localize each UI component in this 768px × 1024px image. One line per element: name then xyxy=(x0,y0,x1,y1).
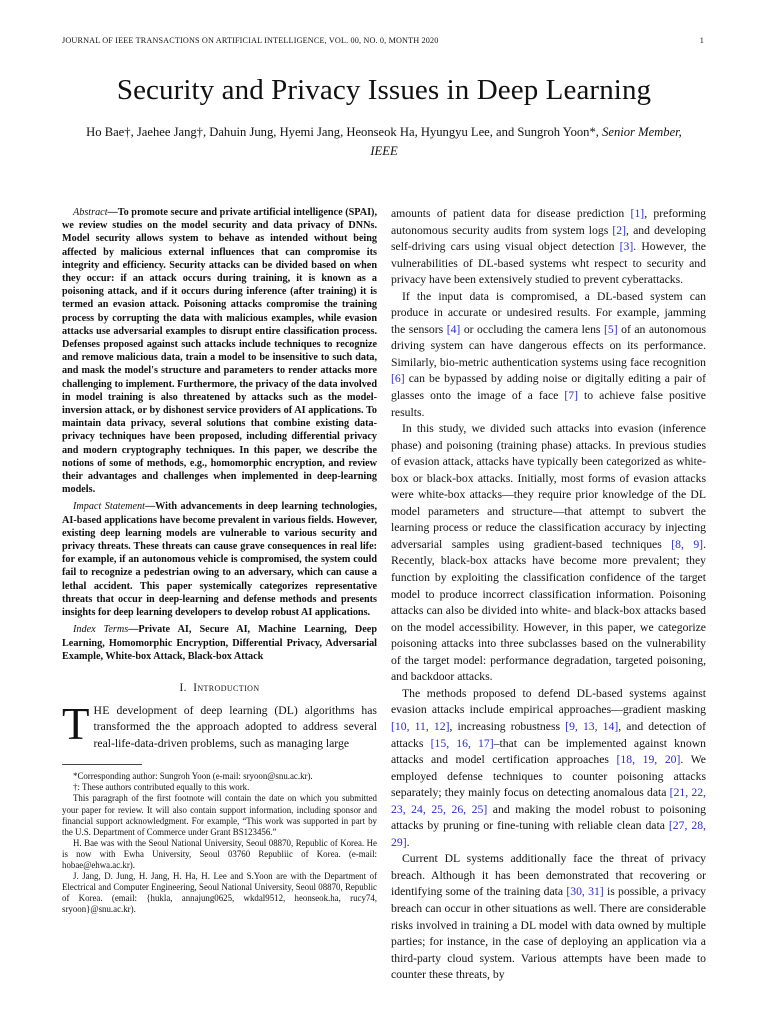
abstract xyxy=(62,206,377,496)
paragraph-text: In this study, we divided such attacks into evasion (inference phase) and poisoning (training phase) attacks. In previous studies of evasion attack, attacks have typically been categorized as white-box or black-box attacks. Initially, most forms of evasion attacks were white-box attacks—they require prior knowledge of the DL model parameters and structure—that attempt to subvert the learning process or reduce the classification accuracy by injecting adversarial samples using gradient-based techniques xyxy=(391,422,706,551)
footnote: *Corresponding author: Sungroh Yoon (e-mail: sryoon@snu.ac.kr). xyxy=(73,771,313,782)
author-membership: Senior Member, IEEE xyxy=(370,125,682,158)
citation-link[interactable]: [18, 19, 20] xyxy=(616,753,681,767)
citation-link[interactable]: [5] xyxy=(603,322,618,336)
impact-label: Impact Statement xyxy=(73,501,145,513)
footnote: H. Bae was with the Seoul National University, Seoul 08870, Republic of Korea. He is now with Ewha University, Seoul 03760 Republiic of Korea. (e-mail: hobae@ehwa.ac.kr). xyxy=(62,837,377,871)
body-paragraph xyxy=(391,206,706,289)
paragraph-text: The methods proposed to defend DL-based systems against evasion attacks include empirical approaches—gradient masking xyxy=(391,686,706,717)
section-title: Introduction xyxy=(193,681,260,694)
author-names: Ho Bae†, Jaehee Jang†, Dahuin Jung, Hyemi Jang, Heonseok Ha, Hyungyu Lee, and Sungroh Yoon*, xyxy=(86,125,599,139)
footnotes xyxy=(62,771,377,915)
citation-link[interactable]: [9, 13, 14] xyxy=(565,719,619,733)
paragraph-text: If the input data is compromised, a DL-based system can produce in accurate or undesired results. For example, jamming the sensors xyxy=(391,289,706,336)
journal-name: JOURNAL OF IEEE TRANSACTIONS ON ARTIFICIAL INTELLIGENCE, VOL. 00, NO. 0, MONTH 2020 xyxy=(62,36,439,45)
paragraph-text: of an autonomous driving system can have dangerous effects on its performance. Similarly, bio-metric authentication systems using face recognition xyxy=(391,322,706,369)
citation-link[interactable]: [2] xyxy=(612,223,627,237)
left-column xyxy=(62,206,377,916)
footnote: J. Jang, D. Jung, H. Jang, H. Ha, H. Lee and S.Yoon are with the Department of Electrical and Computer Engineering, Seoul National University, Seoul 08870, Republic of Korea. (email: {hukla, annajung0625, wkdal9512, heonseok.ha, rucy74, sryoon}@snu.ac.kr). xyxy=(62,871,377,915)
paragraph-text: , increasing robustness xyxy=(449,719,566,733)
paragraph-text: and making the model robust to poisoning attacks by pruning or fine-tuning with reliable clean data xyxy=(391,802,706,833)
body-paragraph xyxy=(391,851,706,983)
citation-link[interactable]: [3] xyxy=(619,240,634,254)
footnote-rule xyxy=(62,764,142,765)
intro-text: development of deep learning (DL) algorithms has transformed the the approach adopted to address several real-life-data-driven problems, such as managing large xyxy=(93,703,377,750)
drop-cap: T xyxy=(62,698,90,749)
impact-statement xyxy=(62,500,377,619)
paragraph-text: can be bypassed by adding noise or digitally editing a pair of glasses onto the image of a face xyxy=(391,372,706,403)
paragraph-text: . We employed defense techniques to counter poisoning attacks separately; they mainly focus on detecting anomalous data xyxy=(391,753,706,800)
impact-text: —With advancements in deep learning technologies, AI-based applications have become prevalent in various fields. However, existing deep learning models are vulnerable to various security and privacy threats. These threats can cause grave consequences in real life: for example, if an autonomous vehicle is compromised, the system could fail to recognize a pedestrian owing to an adversary, which can cause a lethal accident. This paper systemically categorizes representative threats that occur in deep-learning and defense methods and presents insights for deep learning developers to develop robust AI applications. xyxy=(62,501,377,619)
citation-link[interactable]: [10, 11, 12] xyxy=(391,719,450,733)
abstract-text: —To promote secure and private artificial intelligence (SPAI), we review studies on the model security and data privacy of DNNs. Model security allows system to behave as intended without being affected by malicious external influences that can compromise its integrity and efficiency. Security attacks can be divided based on when they occur: if an attack occurs during training, it is known as a poisoning attack, and if it occurs during inference (after training) it is termed an evasion attack. Poisoning attacks compromise the training process by corrupting the data with malicious examples, while evasion attacks use adversarial examples to disrupt entire classification process. Defenses proposed against such attacks include techniques to recognize and remove malicious data, train a model to be insensitive to such data, and mask the model's structure and parameters to render attacks more challenging to implement. Furthermore, the privacy of the data involved in model training is also threatened by attacks such as the model-inversion attack, or by dishonest service providers of AI applications. To maintain data privacy, several solutions that combine existing data-privacy techniques have been proposed, including differential privacy and modern cryptography techniques. In this paper, we describe the notions of some of methods, e.g., homomorphic encryption, and review their advantages and challenges when implemented in deep-learning models. xyxy=(62,207,377,496)
right-column xyxy=(391,206,706,984)
index-terms xyxy=(62,623,377,663)
index-terms-text: —Private AI, Secure AI, Machine Learning, Deep Learning, Homomorphic Encryption, Differential Privacy, Adversarial Example, White-box Attack, Black-box Attack xyxy=(62,624,377,662)
paragraph-text: . Recently, black-box attacks have become more prevalent; they function by exploiting the classification confidence of the target model to produce incorrect classification information. Poisoning attacks can also be divided into white- and black-box attacks based on the model accessibility. However, in this paper, we categorize poisoning attacks into three subclasses based on the vulnerability of the target model: performance degradation, targeted poisoning, and backdoor attacks. xyxy=(391,537,706,684)
author-list xyxy=(80,123,688,161)
paragraph-text: , preforming autonomous security audits from system logs xyxy=(391,207,706,237)
page-number: 1 xyxy=(699,36,704,45)
paragraph-text: amounts of patient data for disease prediction xyxy=(391,207,631,220)
paragraph-text: , and detection of attacks xyxy=(391,719,706,750)
section-heading xyxy=(62,680,377,697)
citation-link[interactable]: [27, 28, 29] xyxy=(391,819,706,849)
paragraph-text: . However, the vulnerabilities of DL-based systems wht respect to security and privacy have been extensively studied to prevent cyberattacks. xyxy=(391,240,706,287)
citation-link[interactable]: [1] xyxy=(630,207,645,220)
citation-link[interactable]: [21, 22, 23, 24, 25, 26, 25] xyxy=(391,786,706,816)
citation-link[interactable]: [6] xyxy=(391,372,405,386)
paper-title: Security and Privacy Issues in Deep Learning xyxy=(116,74,652,106)
paragraph-text: –that can be implemented against known attacks and model certification approaches xyxy=(391,736,706,767)
section-number: I. xyxy=(179,681,187,694)
footnote: This paragraph of the first footnote will contain the date on which you submitted your paper for review. It will also contain support information, including sponsor and financial support acknowledgment. For example, “This work was supported in part by the U.S. Department of Commerce under Grant BS123456.” xyxy=(62,793,377,837)
index-terms-label: Index Terms xyxy=(73,624,129,636)
body-paragraph xyxy=(391,289,706,421)
abstract-label: Abstract xyxy=(73,207,108,218)
intro-paragraph xyxy=(62,698,377,753)
paragraph-text: . xyxy=(406,835,410,849)
citation-link[interactable]: [15, 16, 17] xyxy=(430,736,494,750)
footnote: †: These authors contributed equally to this work. xyxy=(73,782,250,793)
intro-caps: HE xyxy=(93,703,110,717)
body-paragraph xyxy=(391,686,706,851)
paragraph-text: is possible, a privacy breach can occur in other situations as well. There are considerable risks involved in training a DL model with data owned by multiple parties; for instance, in the case of deploying an application via a third-party cloud system. Various attempts have been made to counter these threats, by xyxy=(391,885,706,982)
paragraph-text: to achieve false positive results. xyxy=(391,389,706,419)
citation-link[interactable]: [7] xyxy=(564,389,578,403)
citation-link[interactable]: [8, 9] xyxy=(671,537,704,551)
running-header xyxy=(62,36,706,50)
paragraph-text: , and developing self-driving cars using visual object detection xyxy=(391,223,707,254)
citation-link[interactable]: [30, 31] xyxy=(566,885,604,899)
paragraph-text: or occluding the camera lens xyxy=(460,322,604,336)
citation-link[interactable]: [4] xyxy=(446,322,461,336)
body-paragraph xyxy=(391,421,706,686)
paragraph-text: Current DL systems additionally face the threat of privacy breach. Although it has been demonstrated that recovering or identifying some of the training data xyxy=(391,852,706,899)
